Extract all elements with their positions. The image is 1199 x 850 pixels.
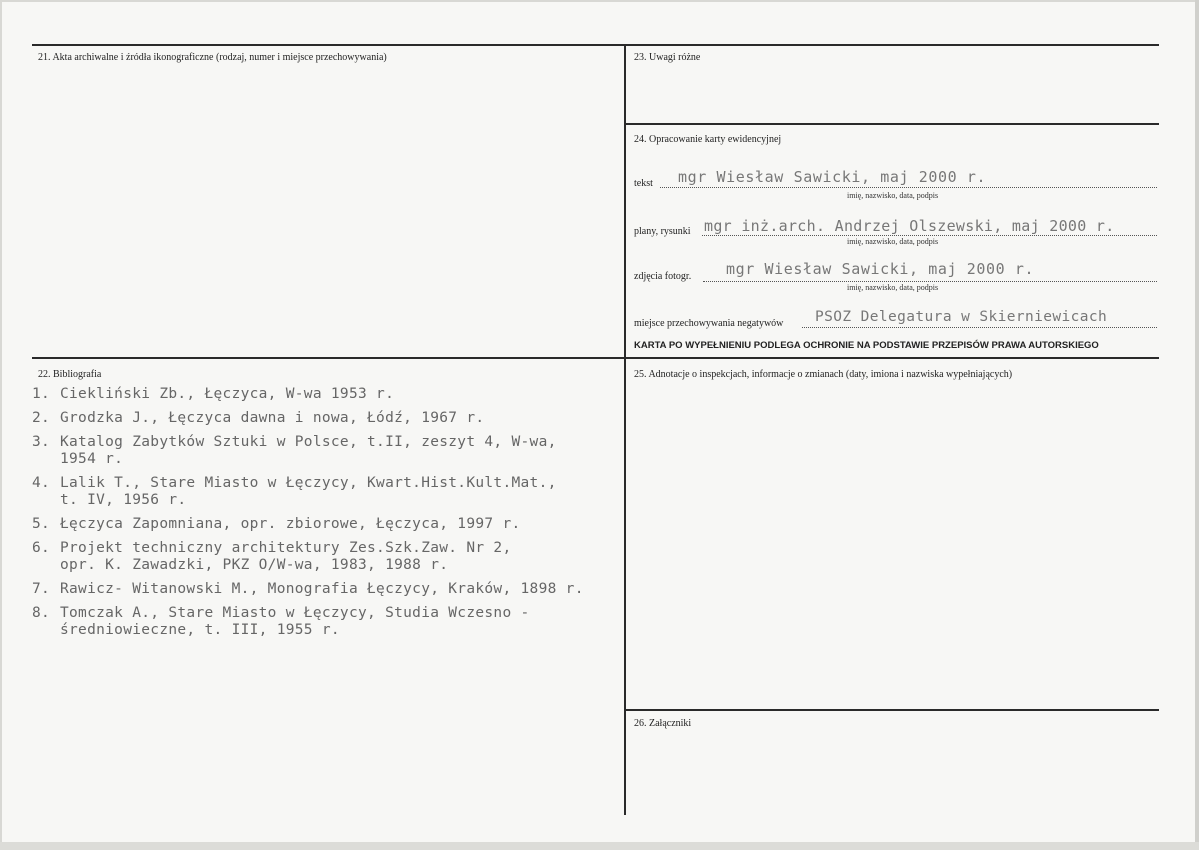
bibliography-entry-number: 5. (32, 516, 51, 532)
negatywy-label: miejsce przechowywania negatywów (634, 318, 784, 329)
bibliography-entry (32, 581, 642, 598)
bibliography-entry-text: Lalik T., Stare Miasto w Łęczycy, Kwart.Hist.Kult.Mat., t. IV, 1956 r. (60, 475, 557, 508)
bibliography-entry-text: Rawicz- Witanowski M., Monografia Łęczycy, Kraków, 1898 r. (60, 581, 584, 597)
bibliography-entry-text: Łęczyca Zapomniana, opr. zbiorowe, Łęczyca, 1997 r. (60, 516, 521, 532)
negatywy-dotted-line (802, 327, 1157, 328)
bibliography-entry (32, 605, 642, 639)
bibliography-entry (32, 475, 642, 509)
rule-23-24 (626, 123, 1159, 125)
tekst-value: mgr Wiesław Sawicki, maj 2000 r. (678, 168, 987, 186)
section-24-title: 24. Opracowanie karty ewidencyjnej (634, 134, 782, 145)
zdjecia-dotted-line (703, 281, 1157, 282)
bibliography-entry-number: 4. (32, 475, 51, 491)
bibliography-entry-number: 1. (32, 386, 51, 402)
plany-dotted-line (702, 235, 1157, 236)
bibliography-entry (32, 516, 642, 533)
bibliography-entry (32, 410, 642, 427)
section-26-title: 26. Załączniki (634, 718, 692, 729)
bibliography-entry-text: Tomczak A., Stare Miasto w Łęczycy, Studia Wczesno - średniowieczne, t. III, 1955 r. (60, 605, 530, 638)
tekst-sub: imię, nazwisko, data, podpis (847, 191, 939, 200)
bibliography-entry-number: 3. (32, 434, 51, 450)
negatywy-value: PSOZ Delegatura w Skierniewicach (815, 309, 1108, 325)
bibliography-entry (32, 434, 642, 468)
bibliography-entry (32, 540, 642, 574)
plany-sub: imię, nazwisko, data, podpis (847, 237, 939, 246)
card-edge-bottom (0, 842, 1199, 850)
rule-25-26 (626, 709, 1159, 711)
bibliography-entry-number: 8. (32, 605, 51, 621)
plany-label: plany, rysunki (634, 226, 691, 237)
section-22-title: 22. Bibliografia (38, 369, 102, 380)
plany-value: mgr inż.arch. Andrzej Olszewski, maj 2000 r. (704, 217, 1115, 235)
bibliography-entry-text: Grodzka J., Łęczyca dawna i nowa, Łódź, 1967 r. (60, 410, 485, 426)
copyright-notice: KARTA PO WYPEŁNIENIU PODLEGA OCHRONIE NA PODSTAWIE PRZEPISÓW PRAWA AUTORSKIEGO (634, 340, 1099, 351)
zdjecia-sub: imię, nazwisko, data, podpis (847, 283, 939, 292)
bibliography-entry-text: Ciekliński Zb., Łęczyca, W-wa 1953 r. (60, 386, 395, 402)
top-rule (32, 44, 1159, 46)
middle-rule (32, 357, 1159, 359)
bibliography-entry (32, 386, 642, 403)
section-23-title: 23. Uwagi różne (634, 52, 701, 63)
tekst-label: tekst (634, 178, 653, 189)
card-edge-right (1195, 0, 1199, 850)
zdjecia-value: mgr Wiesław Sawicki, maj 2000 r. (726, 260, 1035, 278)
bibliography-entry-number: 7. (32, 581, 51, 597)
bibliography-entry-text: Projekt techniczny architektury Zes.Szk.Zaw. Nr 2, opr. K. Zawadzki, PKZ O/W-wa, 1983, 1988 r. (60, 540, 512, 573)
bibliography-entry-number: 6. (32, 540, 51, 556)
zdjecia-label: zdjęcia fotogr. (634, 271, 692, 282)
bibliography-entry-text: Katalog Zabytków Sztuki w Polsce, t.II, zeszyt 4, W-wa, 1954 r. (60, 434, 557, 467)
section-21-title: 21. Akta archiwalne i źródła ikonograficzne (rodzaj, numer i miejsce przechowywania) (38, 52, 387, 63)
tekst-dotted-line (660, 187, 1157, 188)
bibliography-entry-number: 2. (32, 410, 51, 426)
section-25-title: 25. Adnotacje o inspekcjach, informacje o zmianach (daty, imiona i nazwiska wypełniających) (634, 369, 1013, 380)
bibliography-list (32, 386, 642, 646)
